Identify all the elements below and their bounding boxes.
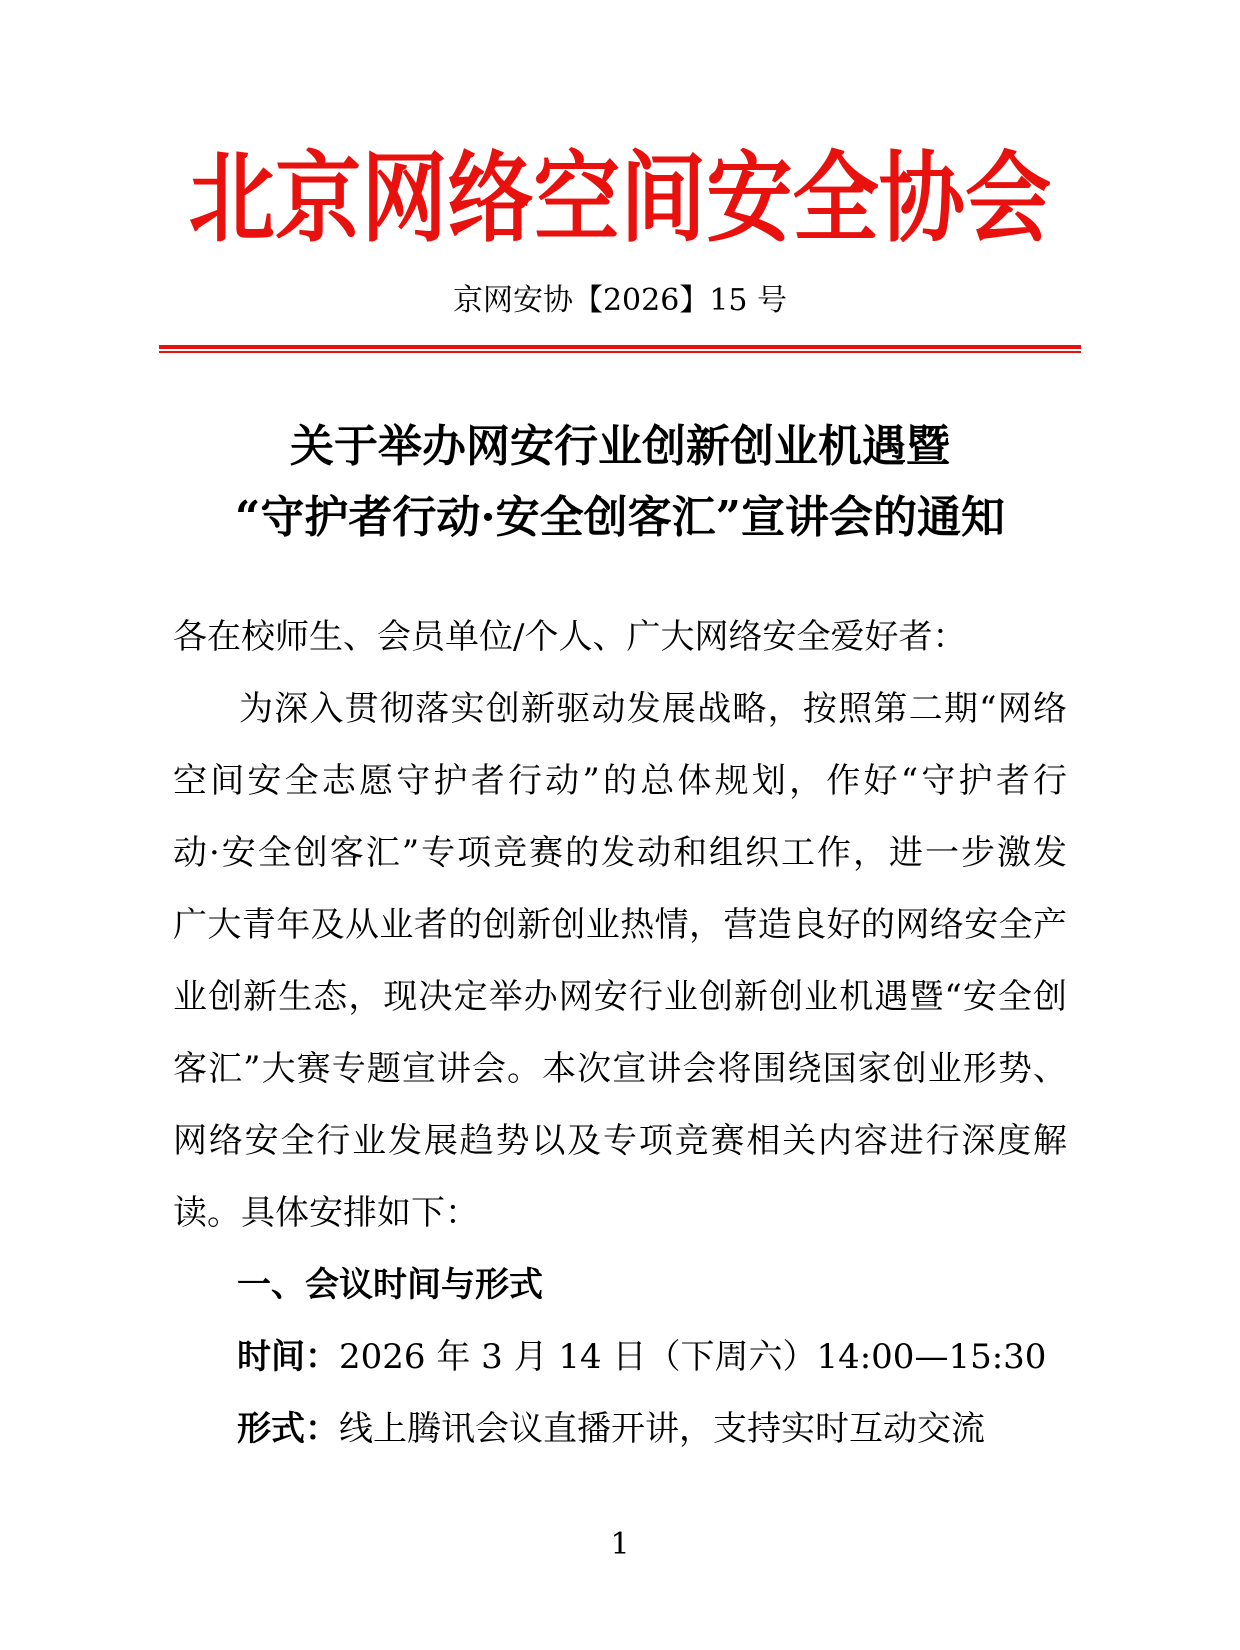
body-line: 网络安全行业发展趋势以及专项竞赛相关内容进行深度解 <box>173 1121 1067 1162</box>
body-line: 广大青年及从业者的创新创业热情，营造良好的网络安全产 <box>173 905 1067 946</box>
document-title-line2: “守护者行动·安全创客汇”宣讲会的通知 <box>235 492 1005 544</box>
document-title-line1: 关于举办网安行业创新创业机遇暨 <box>290 421 950 473</box>
meeting-time-label: 时间： <box>237 1337 339 1378</box>
body-paragraph <box>173 673 1067 1249</box>
meeting-format-value: 线上腾讯会议直播开讲，支持实时互动交流 <box>339 1409 985 1450</box>
document-title <box>0 411 1240 553</box>
org-name-header: 北京网络空间安全协会 <box>188 141 1052 256</box>
red-divider-thick-line <box>159 345 1081 349</box>
doc-reference-number: 京网安协【2026】15 号 <box>452 282 788 318</box>
body-line: 读。具体安排如下： <box>173 1193 479 1234</box>
salutation-line: 各在校师生、会员单位/个人、广大网络安全爱好者： <box>173 617 967 658</box>
body-line: 业创新生态，现决定举办网安行业创新创业机遇暨“安全创 <box>173 977 1067 1018</box>
meeting-time-value: 2026 年 3 月 14 日（下周六）14:00—15:30 <box>339 1337 1047 1378</box>
meeting-format-line <box>173 1393 1067 1465</box>
meeting-format-label: 形式： <box>237 1409 339 1450</box>
meeting-time-line <box>173 1321 1067 1393</box>
body-line: 空间安全志愿守护者行动”的总体规划，作好“守护者行 <box>173 761 1067 802</box>
red-divider-thin-line <box>159 351 1081 353</box>
red-divider-rule <box>159 345 1081 353</box>
body-line: 为深入贯彻落实创新驱动发展战略，按照第二期“网络 <box>239 689 1067 730</box>
document-body <box>173 601 1067 1465</box>
body-line: 动·安全创客汇”专项竞赛的发动和组织工作，进一步激发 <box>173 833 1067 874</box>
body-line: 客汇”大赛专题宣讲会。本次宣讲会将围绕国家创业形势、 <box>173 1049 1067 1090</box>
page-number: 1 <box>610 1527 630 1562</box>
section-heading-meeting-time: 一、会议时间与形式 <box>237 1265 543 1306</box>
